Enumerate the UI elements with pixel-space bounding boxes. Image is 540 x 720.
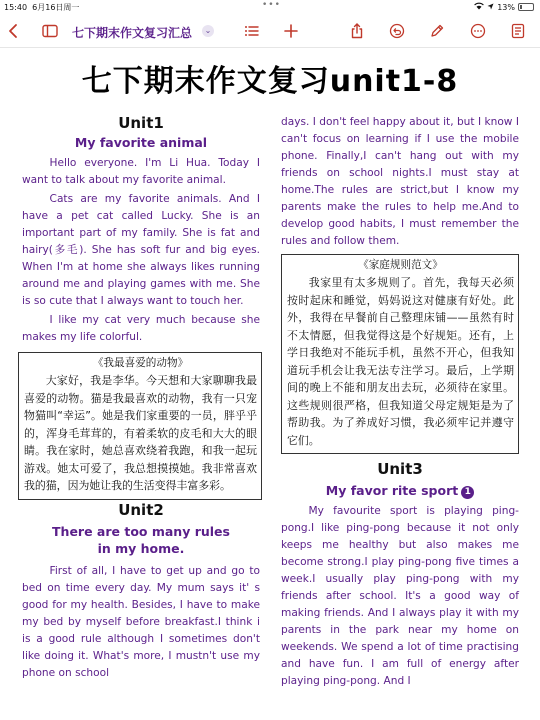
unit1-heading: Unit1 <box>118 114 164 132</box>
unit2-chinese-text: 我家里有太多规则了。首先，我每天必须按时起床和睡觉，妈妈说这对健康有好处。此外，我得在早餐前自己整理床铺——虽然有时不太情愿，但我觉得这是个好规矩。还有，上学日我绝对不能玩手机，虽然不开心，但我知道玩手机会让我无法专注学习。最后，上学期间的晚上不能和朋友出去玩，必须待在家里。这些规则很严格，但我知道父母定规矩是为了帮助我。为了养成好习惯，我必须牢记并遵守它们。 <box>287 276 514 447</box>
unit3-heading: Unit3 <box>377 460 423 478</box>
share-icon[interactable] <box>347 22 367 42</box>
unit1-paragraph: Hello everyone. I'm Li Hua. Today I want to talk about my favorite animal. <box>22 157 260 186</box>
wifi-icon <box>474 2 484 12</box>
more-icon[interactable] <box>468 22 488 42</box>
unit2-heading: Unit2 <box>118 500 164 519</box>
battery-percent: 13% <box>497 2 515 12</box>
back-icon[interactable] <box>4 22 24 42</box>
undo-icon[interactable] <box>387 22 407 42</box>
unit2-paragraph: First of all, I have to get up and go to bed on time every day. My mum says it' s good for my health. Besides, I have to make my bed by myself before breakfast.I think i is a good rule although I sometimes don't like doing it. What's more, I mustn't use my phone on school <box>22 564 260 679</box>
unit2-paragraph-cont: days. I don't feel happy about it, but I know I can't focus on learning if I use the mobile phone. Finally,I can't hang out with my friends on school nights.I must stay at home.The rules are strict,but I know my parents make the rules to help me.And to develop good habits, I must remember the rules and follow them. <box>281 116 519 247</box>
app-toolbar <box>0 18 540 46</box>
footnote-badge[interactable]: 1 <box>461 486 474 499</box>
unit1-paragraph: I like my cat very much because she makes my life colorful. <box>22 314 260 343</box>
unit2-chinese-title: 《家庭规则范文》 <box>358 259 443 271</box>
unit2-subtitle-line1: There are too many rules <box>52 523 230 539</box>
battery-fill <box>520 5 522 9</box>
unit1-chinese-box <box>18 352 262 500</box>
unit1-chinese-title: 《我最喜爱的动物》 <box>92 357 189 369</box>
toolbar-divider <box>0 47 540 48</box>
unit3-paragraph: My favourite sport is playing ping-pong.I like ping-pong because it not only keeps me healthy but also makes me become strong.I play ping-pong five times a week.I usually play ping-pong with my friends after school. It's a good way of making friends. And I always play it with my parents in the park near my home on weekends. We spend a lot of time practising and have fun. I am full of energy after playing ping-pong. And I <box>281 505 519 687</box>
unit1-paragraph: Cats are my favorite animals. And I have a pet cat called Lucky. She is an important part of my family. She is fat and hairy(多毛). She has soft fur and big eyes. When I'm at home she always likes running around me and playing games with me. She is so cute that I always want to touch her. <box>22 193 260 307</box>
page-edit-icon[interactable] <box>508 22 528 42</box>
left-column <box>22 114 260 682</box>
unit3-subtitle <box>281 482 519 499</box>
status-bar <box>0 0 540 14</box>
status-right <box>474 2 534 12</box>
right-column <box>281 114 519 690</box>
battery-icon <box>518 3 534 11</box>
status-time: 15:40 6月16日周一 <box>4 3 80 12</box>
location-icon <box>487 3 494 12</box>
list-icon[interactable] <box>242 22 262 42</box>
page-title: 七下期末作文复习unit1-8 <box>81 64 459 99</box>
add-icon[interactable] <box>281 22 301 42</box>
unit3-subtitle-text: My favor rite sport <box>325 483 459 498</box>
document-title[interactable]: 七下期末作文复习汇总 <box>72 26 193 40</box>
multitask-dots[interactable]: ••• <box>262 0 281 10</box>
sidebar-icon[interactable] <box>40 22 60 42</box>
unit1-chinese-text: 大家好，我是李华。今天想和大家聊聊我最喜爱的动物。猫是我最喜欢的动物，我有一只宠物猫叫“幸运”。她是我们家重要的一员，胖乎乎的，浑身毛茸茸的，有着柔软的皮毛和大大的眼睛。我在家时，她总喜欢绕着我跑，和我一起玩游戏。她太可爱了，我总想摸摸她。我非常喜欢我的猫，因为她让我的生活变得丰富多彩。 <box>24 374 257 492</box>
pen-icon[interactable] <box>427 22 447 42</box>
unit2-subtitle-line2: in my home. <box>97 540 185 556</box>
unit1-subtitle: My favorite animal <box>74 135 208 150</box>
unit2-chinese-box <box>281 254 519 454</box>
chevron-down-icon[interactable]: ⌄ <box>202 25 214 37</box>
